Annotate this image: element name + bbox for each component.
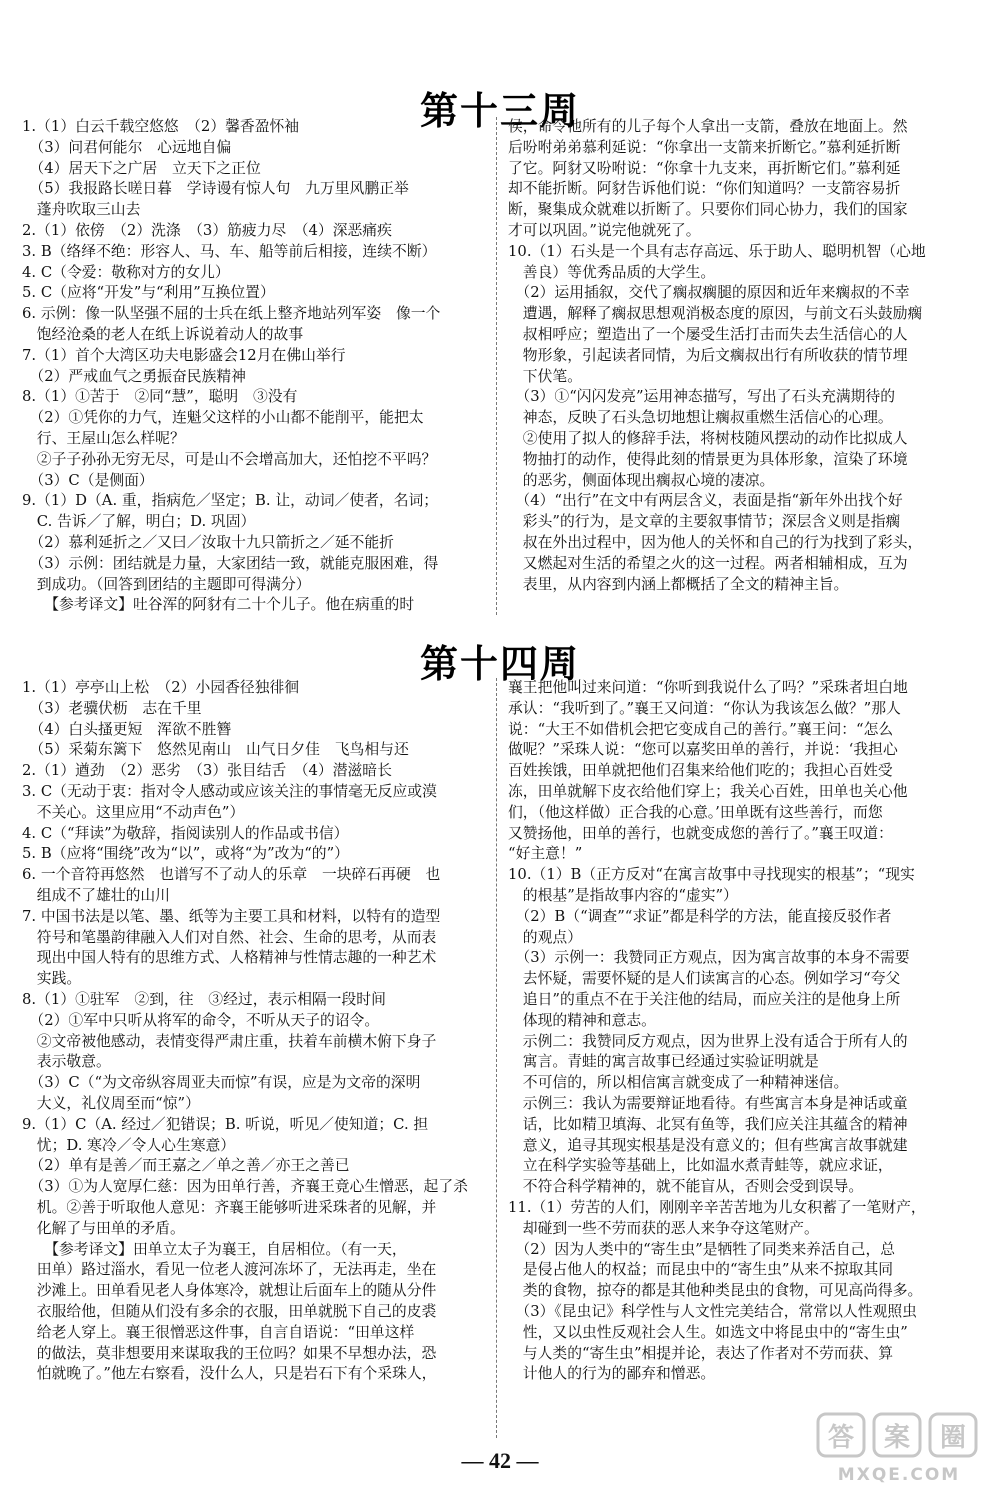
answer-line: 大义，礼仪周至而“惊”） (22, 1094, 200, 1112)
answer-line: （5）采菊东篱下 悠然见南山 山气日夕佳 飞鸟相与还 (22, 741, 409, 759)
svg-text:案: 案 (883, 1423, 911, 1453)
answer-line: （2）慕利延折之／又曰／汝取十九只箭折之／延不能折 (22, 533, 394, 551)
answer-line: 9.（1）C（A. 经过／犯错误；B. 听说，听见／使知道；C. 担 (22, 1115, 429, 1133)
answer-line: 【参考译文】吐谷浑的阿豺有二十个儿子。他在病重的时 (22, 596, 415, 614)
answer-line: 6. 示例：像一队坚强不屈的士兵在纸上整齐地站列军姿 像一个 (22, 305, 441, 323)
answer-line: “好主意！” (508, 845, 583, 863)
answer-line: （3）C（是侧面） (22, 471, 154, 489)
answer-line: 表里，从内容到内涵上都概括了全文的精神主旨。 (508, 575, 849, 593)
answer-line: （2）B（“调查”“求证”都是科学的方法，能直接反驳作者 (508, 907, 892, 925)
answer-line: （3）①为人宽厚仁慈：因为田单行善，齐襄王竟心生憎恶，起了杀 (22, 1178, 468, 1196)
answer-line: 3. B（络绎不绝：形容人、马、车、船等前后相接，连续不断） (22, 242, 437, 260)
week-14-right-column (508, 678, 986, 1385)
answer-line: 4. C（令爱：敬称对方的女儿） (22, 263, 230, 281)
answer-line: 5. B（应将“围绕”改为“以”，或将“为”改为“的”） (22, 845, 349, 863)
answer-line: 4. C（“拜读”为敬辞，指阅读别人的作品或书信） (22, 824, 349, 842)
answer-line: 叔相呼应；塑造出了一个屡受生活打击而失去生活信心的人 (508, 325, 908, 343)
answer-line: 承认：“我听到了。”襄王又问道：“你认为我该怎么做？”那人 (508, 699, 901, 717)
answer-line: 7. 中国书法是以笔、墨、纸等为主要工具和材料，以特有的造型 (22, 907, 441, 925)
answer-line: 8.（1）①苦于 ②同“慧”，聪明 ③没有 (22, 388, 298, 406)
answer-line: 1.（1）白云千载空悠悠 （2）馨香盈怀袖 (22, 118, 300, 135)
answer-line: 实践。 (22, 970, 82, 988)
answer-line: 又燃起对生活的希望之火的这一过程。两者相辅相成，互为 (508, 554, 908, 572)
answer-line: 到成功。（回答到团结的主题即可得满分） (22, 575, 311, 593)
answer-line: （3）示例一：我赞同正方观点，因为寓言故事的本身不需要 (508, 949, 910, 967)
answer-line: 了它。阿豺又吩咐说：“你拿十九支来，再折断它们。”慕利延 (508, 159, 901, 177)
answer-line: 类的食物，掠夺的都是其他种类昆虫的食物，可见高尚得多。 (508, 1282, 923, 1300)
answer-line: 不关心。这里应用“不动声色”） (22, 803, 245, 821)
answer-line: 善良）等优秀品质的大学生。 (508, 263, 716, 281)
answer-line: 话，比如精卫填海、北冥有鱼等，我们应关注其蕴含的精神 (508, 1115, 908, 1133)
answer-line: 去怀疑，需要怀疑的是人们读寓言的心态。例如学习“夸父 (508, 970, 901, 988)
answer-line: 追日”的重点不在于关注他的结局，而应关注的是他身上所 (508, 990, 901, 1008)
answer-line: 10.（1）石头是一个具有志存高远、乐于助人、聪明机智（心地 (508, 242, 926, 260)
answer-line: 示例三：我认为需要辩证地看待。有些寓言本身是神话或童 (508, 1094, 908, 1112)
answer-line: 5. C（应将“开发”与“利用”互换位置） (22, 284, 275, 302)
answer-line: 的观点） (508, 928, 582, 946)
answer-line: 不可信的，所以相信寓言就变成了一种精神迷信。 (508, 1074, 849, 1092)
answer-line: 性，又以虫性反观社会人生。如选文中将昆虫中的“寄生虫” (508, 1323, 908, 1341)
answer-line: 11.（1）劳苦的人们，刚刚辛辛苦苦地为儿女积蓄了一笔财产， (508, 1198, 926, 1216)
answer-line: （3）C（“为文帝纵容周亚夫而惊”有误，应是为文帝的深明 (22, 1074, 421, 1092)
answer-line: （2）①凭你的力气，连魁父这样的小山都不能削平，能把太 (22, 409, 424, 427)
answer-line: （2）严戒血气之勇振奋民族精神 (22, 367, 246, 385)
answer-line: ②使用了拟人的修辞手法，将树枝随风摆动的动作比拟成人 (508, 429, 908, 447)
answer-line: 饱经沧桑的老人在纸上诉说着动人的故事 (22, 325, 304, 343)
answer-line: （3）老骥伏枥 志在千里 (22, 699, 202, 717)
answer-line: 9.（1）D（A. 重，指病危／坚定；B. 让，动词／使者，名词； (22, 492, 439, 510)
page-number: — 42 — (461, 1448, 539, 1473)
answer-line: 说：“大王不如借机会把它变成自己的善行。”襄王问：“怎么 (508, 720, 894, 738)
answer-line: 与人类的“寄生虫”相提并论，表达了作者对不劳而获、算 (508, 1344, 894, 1362)
answer-line: 计他人的行为的鄙弃和憎恶。 (508, 1365, 716, 1383)
answer-line: 表示敬意。 (22, 1053, 111, 1071)
answer-line: 2.（1）依傍 （2）洗涤 （3）筋疲力尽 （4）深恶痛疾 (22, 221, 392, 239)
answer-line: （3）①“闪闪发亮”运用神态描写，写出了石头充满期待的 (508, 388, 896, 406)
answer-line: （3）问君何能尔 心远地自偏 (22, 138, 232, 156)
answer-line: 6. 一个音符再悠然 也谱写不了动人的乐章 一块碎石再硬 也 (22, 866, 441, 884)
answer-line: 机。②善于听取他人意见：齐襄王能够听进采珠者的见解，并 (22, 1198, 437, 1216)
answer-line: （2）单有是善／而王嘉之／单之善／亦王之善已 (22, 1157, 350, 1175)
answer-line: 却不能折断。阿豺告诉他们说：“你们知道吗？一支箭容易折 (508, 180, 901, 198)
answer-line: 田单）路过淄水，看见一位老人渡河冻坏了，无法再走，坐在 (22, 1261, 437, 1279)
answer-line: 物形象，引起读者同情，为后文瘸叔出行有所收获的情节埋 (508, 346, 908, 364)
answer-line: 做呢？”采珠人说：“您可以嘉奖田单的善行，并说：‘我担心 (508, 741, 898, 759)
answer-line: 立在科学实验等基础上，比如温水煮青蛙等，就应求证， (508, 1157, 893, 1175)
answer-line: 意义，追寻其现实根基是没有意义的；但有些寓言故事就建 (508, 1136, 908, 1154)
answer-line: 是侵占他人的权益；而昆虫中的“寄生虫”从来不掠取其同 (508, 1261, 894, 1279)
answer-line: 遭遇，解释了瘸叔思想观消极态度的原因，与前文石头鼓励瘸 (508, 305, 923, 323)
answer-line: （3）《昆虫记》科学性与人文性完美结合，常常以人性观照虫 (508, 1302, 917, 1320)
answer-line: 神态，反映了石头急切地想让瘸叔重燃生活信心的心理。 (508, 409, 893, 427)
answer-line: 符号和笔墨韵律融入人们对自然、社会、生命的思考，从而表 (22, 928, 437, 946)
answer-line: 示例二：我赞同反方观点，因为世界上没有适合于所有人的 (508, 1032, 908, 1050)
answer-line: 【参考译文】田单立太子为襄王，自居相位。（有一天， (22, 1240, 407, 1258)
answer-line: 侯，命令他所有的儿子每个人拿出一支箭，叠放在地面上。然 (508, 118, 908, 135)
answer-line: （4）白头搔更短 浑欲不胜簪 (22, 720, 232, 738)
answer-line: （5）我报路长嗟日暮 学诗谩有惊人句 九万里风鹏正举 (22, 180, 409, 198)
answer-line: 却碰到一些不劳而获的恶人来争夺这笔财产。 (508, 1219, 819, 1237)
answer-line: 断，聚集成众就难以折断了。只要你们同心协力，我们的国家 (508, 201, 908, 219)
answer-line: 的做法，莫非想要用来谋取我的王位吗？如果不早想办法，恐 (22, 1344, 437, 1362)
answer-line: （2）运用插叙，交代了瘸叔瘸腿的原因和近年来瘸叔的不幸 (508, 284, 910, 302)
answer-line: ②子子孙孙无穷无尽，可是山不会增高加大，还怕挖不平吗？ (22, 450, 437, 468)
svg-text:MXQE.COM: MXQE.COM (837, 1465, 961, 1485)
answer-line: 蓬舟吹取三山去 (22, 201, 141, 219)
answer-line: 们，（他这样做）正合我的心意。’田单既有这些善行，而您 (508, 803, 883, 821)
week-14-title: 第十四周 (419, 642, 580, 686)
answer-line: 襄王把他叫过来问道：“你听到我说什么了吗？”采珠者坦白地 (508, 679, 908, 696)
answer-line: （4）“出行”在文中有两层含义，表面是指“新年外出找个好 (508, 492, 903, 510)
answer-line: 行、王屋山怎么样呢？ (22, 429, 185, 447)
answer-line: 1.（1）亭亭山上松 （2）小园香径独徘徊 (22, 679, 300, 696)
answer-line: 2.（1）遒劲 （2）恶劣 （3）张目结舌 （4）潜滋暗长 (22, 762, 392, 780)
week-14-left-column (22, 678, 484, 1385)
answer-line: 8.（1）①驻军 ②到，往 ③经过，表示相隔一段时间 (22, 990, 386, 1008)
answer-line: 的恶劣，侧面体现出瘸叔心境的凄凉。 (508, 471, 775, 489)
answer-line: 物抽打的动作，使得此刻的情景更为具体形象，渲染了环境 (508, 450, 908, 468)
answer-line: 体现的精神和意志。 (508, 1011, 656, 1029)
answer-line: 衣服给他，但随从们没有多余的衣服，田单就脱下自己的皮裘 (22, 1302, 437, 1320)
answer-line: 冻，田单就解下皮衣给他们穿上；我关心百姓，田单也关心他 (508, 782, 908, 800)
answer-line: （3）示例：团结就是力量，大家团结一致，就能克服困难，得 (22, 554, 439, 572)
answer-line: 7.（1）首个大湾区功夫电影盛会12月在佛山举行 (22, 346, 346, 364)
watermark-logo (812, 1408, 987, 1488)
answer-line: 忧；D. 寒冷／令人心生寒意） (22, 1136, 236, 1154)
answer-line: 寓言。青蛙的寓言故事已经通过实验证明就是 (508, 1053, 819, 1071)
answer-line: 10.（1）B（正方反对“在寓言故事中寻找现实的根基”；“现实 (508, 866, 915, 884)
svg-text:圈: 圈 (939, 1423, 967, 1453)
answer-line: （2）①军中只听从将军的命令，不听从天子的诏令。 (22, 1011, 380, 1029)
answer-line: 又赞扬他，田单的善行，也就变成您的善行了。”襄王叹道： (508, 824, 893, 842)
answer-line: 下伏笔。 (508, 367, 582, 385)
answer-line: ②文帝被他感动，表情变得严肃庄重，扶着车前横木俯下身子 (22, 1032, 437, 1050)
answer-line: 的根基”是指故事内容的“虚实”） (508, 886, 738, 904)
column-divider (496, 117, 497, 615)
answer-line: 给老人穿上。襄王很憎恶这件事，自言自语说：“田单这样 (22, 1323, 415, 1341)
answer-line: 后吩咐弟弟慕利延说：“你拿出一支箭来折断它。”慕利延折断 (508, 138, 901, 156)
answer-line: 百姓挨饿，田单就把他们召集来给他们吃的；我担心百姓受 (508, 762, 893, 780)
week-13-left-column (22, 117, 484, 616)
answer-line: 怕就晚了。”他左右察看，没什么人，只是岩石下有个采珠人， (22, 1365, 437, 1383)
answer-line: 才可以巩固。”说完他就死了。 (508, 221, 701, 239)
answer-line: （4）居天下之广居 立天下之正位 (22, 159, 261, 177)
answer-line: 组成不了雄壮的山川 (22, 886, 170, 904)
answer-line: 3. C（无动于衷：指对令人感动或应该关注的事情毫无反应或漠 (22, 782, 437, 800)
answer-line: 叔在外出过程中，因为他人的关怀和自己的行为找到了彩头， (508, 533, 923, 551)
answer-line: 沙滩上。田单看见老人身体寒冷，就想让后面车上的随从分件 (22, 1282, 437, 1300)
svg-text:答: 答 (827, 1423, 855, 1453)
answer-line: 不符合科学精神的，就不能盲从，否则会受到误导。 (508, 1178, 864, 1196)
week-13-title: 第十三周 (419, 89, 580, 133)
column-divider (496, 678, 497, 1438)
week-13-right-column (508, 117, 986, 595)
answer-line: 现出中国人特有的思维方式、人格精神与性情志趣的一种艺术 (22, 949, 437, 967)
answer-line: （2）因为人类中的“寄生虫”是牺牲了同类来养活自己，总 (508, 1240, 896, 1258)
answer-line: C. 告诉／了解，明白；D. 巩固） (22, 513, 256, 531)
answer-line: 化解了与田单的矛盾。 (22, 1219, 185, 1237)
answer-line: 彩头”的行为，是文章的主要叙事情节；深层含义则是指瘸 (508, 513, 901, 531)
